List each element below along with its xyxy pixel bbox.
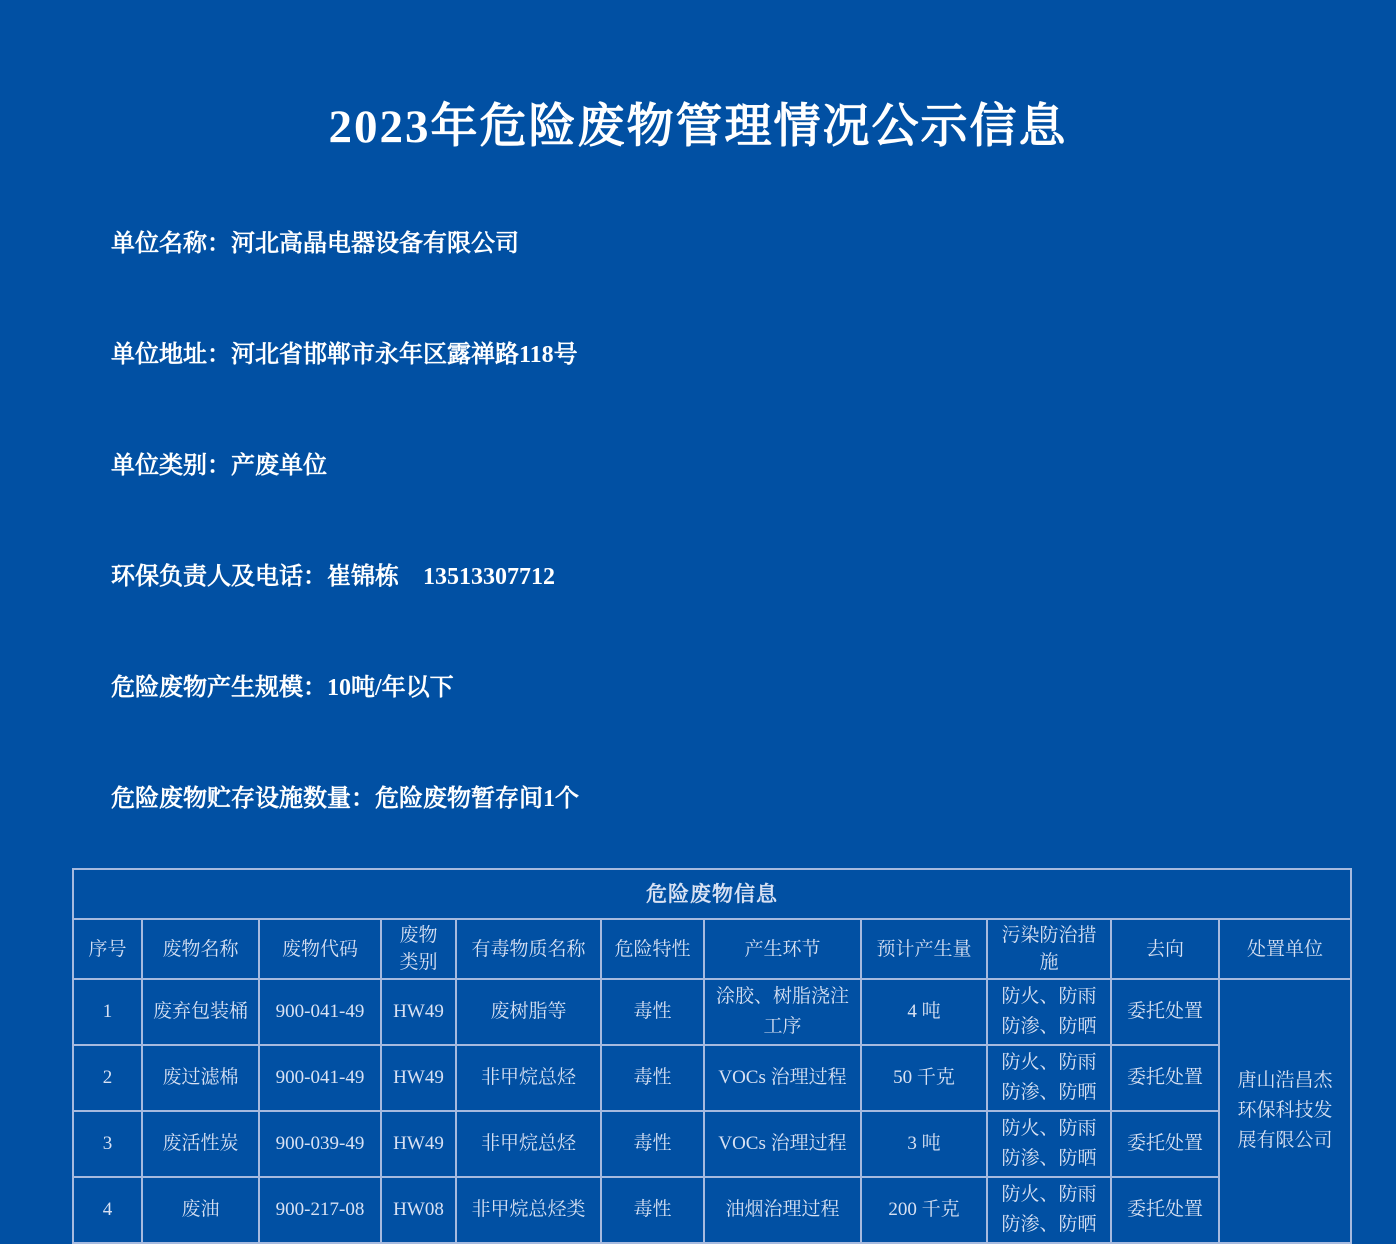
column-header-no: 序号: [73, 919, 142, 979]
cell-generation-stage: VOCs 治理过程: [704, 1111, 861, 1177]
cell-waste-name: 废活性炭: [142, 1111, 259, 1177]
cell-no: 2: [73, 1045, 142, 1111]
unit-name-value: 河北高晶电器设备有限公司: [231, 231, 519, 257]
hazardous-waste-table: [72, 868, 1352, 1244]
cell-waste-code: 900-041-49: [259, 979, 381, 1045]
cell-destination: 委托处置: [1111, 979, 1219, 1045]
column-header-prevention-measures: 污染防治措 施: [987, 919, 1111, 979]
cell-waste-name: 废弃包装桶: [142, 979, 259, 1045]
cell-waste-code: 900-217-08: [259, 1177, 381, 1243]
table-row: [73, 1177, 1351, 1243]
unit-address-label: 单位地址：: [111, 342, 231, 368]
column-header-waste-name: 废物名称: [142, 919, 259, 979]
cell-prevention-measures: 防火、防雨 防渗、防晒: [987, 1045, 1111, 1111]
cell-disposal-unit: 唐山浩昌杰 环保科技发 展有限公司: [1219, 979, 1351, 1243]
column-header-waste-category: 废物 类别: [381, 919, 456, 979]
cell-generation-stage: 涂胶、树脂浇注 工序: [704, 979, 861, 1045]
cell-waste-category: HW08: [381, 1177, 456, 1243]
cell-waste-code: 900-041-49: [259, 1045, 381, 1111]
table-row: [73, 1111, 1351, 1177]
waste-scale-value: 10吨/年以下: [327, 675, 454, 701]
cell-toxic-substance: 非甲烷总烃: [456, 1111, 601, 1177]
column-header-destination: 去向: [1111, 919, 1219, 979]
cell-destination: 委托处置: [1111, 1111, 1219, 1177]
storage-facilities-value: 危险废物暂存间1个: [375, 786, 579, 812]
cell-hazard-trait: 毒性: [601, 1111, 704, 1177]
cell-generation-stage: 油烟治理过程: [704, 1177, 861, 1243]
column-header-disposal-unit: 处置单位: [1219, 919, 1351, 979]
cell-toxic-substance: 非甲烷总烃类: [456, 1177, 601, 1243]
table-header-row: [73, 919, 1351, 979]
unit-type-value: 产废单位: [231, 453, 327, 479]
cell-destination: 委托处置: [1111, 1177, 1219, 1243]
cell-toxic-substance: 废树脂等: [456, 979, 601, 1045]
cell-no: 1: [73, 979, 142, 1045]
storage-facilities-label: 危险废物贮存设施数量：: [111, 786, 375, 812]
env-contact-label: 环保负责人及电话：: [111, 564, 327, 590]
column-header-generation-stage: 产生环节: [704, 919, 861, 979]
table-title: 危险废物信息: [73, 869, 1351, 919]
info-row-unit-name: [75, 202, 1396, 286]
unit-name-label: 单位名称：: [111, 231, 231, 257]
table-row: [73, 979, 1351, 1045]
cell-prevention-measures: 防火、防雨 防渗、防晒: [987, 979, 1111, 1045]
env-contact-value: 崔锦栋 13513307712: [327, 564, 555, 590]
unit-type-label: 单位类别：: [111, 453, 231, 479]
cell-waste-category: HW49: [381, 1111, 456, 1177]
page-title: 2023年危险废物管理情况公示信息: [328, 101, 1068, 153]
cell-no: 3: [73, 1111, 142, 1177]
cell-no: 4: [73, 1177, 142, 1243]
cell-prevention-measures: 防火、防雨 防渗、防晒: [987, 1177, 1111, 1243]
cell-estimated-output: 3 吨: [861, 1111, 987, 1177]
table-title-row: [73, 869, 1351, 919]
cell-toxic-substance: 非甲烷总烃: [456, 1045, 601, 1111]
column-header-toxic-substance: 有毒物质名称: [456, 919, 601, 979]
info-row-unit-address: [75, 313, 1396, 397]
table-row: [73, 1045, 1351, 1111]
cell-hazard-trait: 毒性: [601, 1045, 704, 1111]
cell-generation-stage: VOCs 治理过程: [704, 1045, 861, 1111]
info-row-unit-type: [75, 424, 1396, 508]
cell-waste-name: 废过滤棉: [142, 1045, 259, 1111]
cell-hazard-trait: 毒性: [601, 1177, 704, 1243]
cell-waste-code: 900-039-49: [259, 1111, 381, 1177]
cell-estimated-output: 50 千克: [861, 1045, 987, 1111]
cell-hazard-trait: 毒性: [601, 979, 704, 1045]
cell-waste-category: HW49: [381, 979, 456, 1045]
unit-address-value: 河北省邯郸市永年区露禅路118号: [231, 342, 578, 368]
column-header-hazard-trait: 危险特性: [601, 919, 704, 979]
waste-scale-label: 危险废物产生规模：: [111, 675, 327, 701]
cell-estimated-output: 4 吨: [861, 979, 987, 1045]
info-row-waste-scale: [75, 646, 1396, 730]
info-row-env-contact: [75, 535, 1396, 619]
cell-waste-name: 废油: [142, 1177, 259, 1243]
unit-info-list: [75, 202, 1396, 841]
cell-destination: 委托处置: [1111, 1045, 1219, 1111]
cell-waste-category: HW49: [381, 1045, 456, 1111]
column-header-waste-code: 废物代码: [259, 919, 381, 979]
info-row-storage-facilities: [75, 757, 1396, 841]
cell-prevention-measures: 防火、防雨 防渗、防晒: [987, 1111, 1111, 1177]
column-header-estimated-output: 预计产生量: [861, 919, 987, 979]
cell-estimated-output: 200 千克: [861, 1177, 987, 1243]
